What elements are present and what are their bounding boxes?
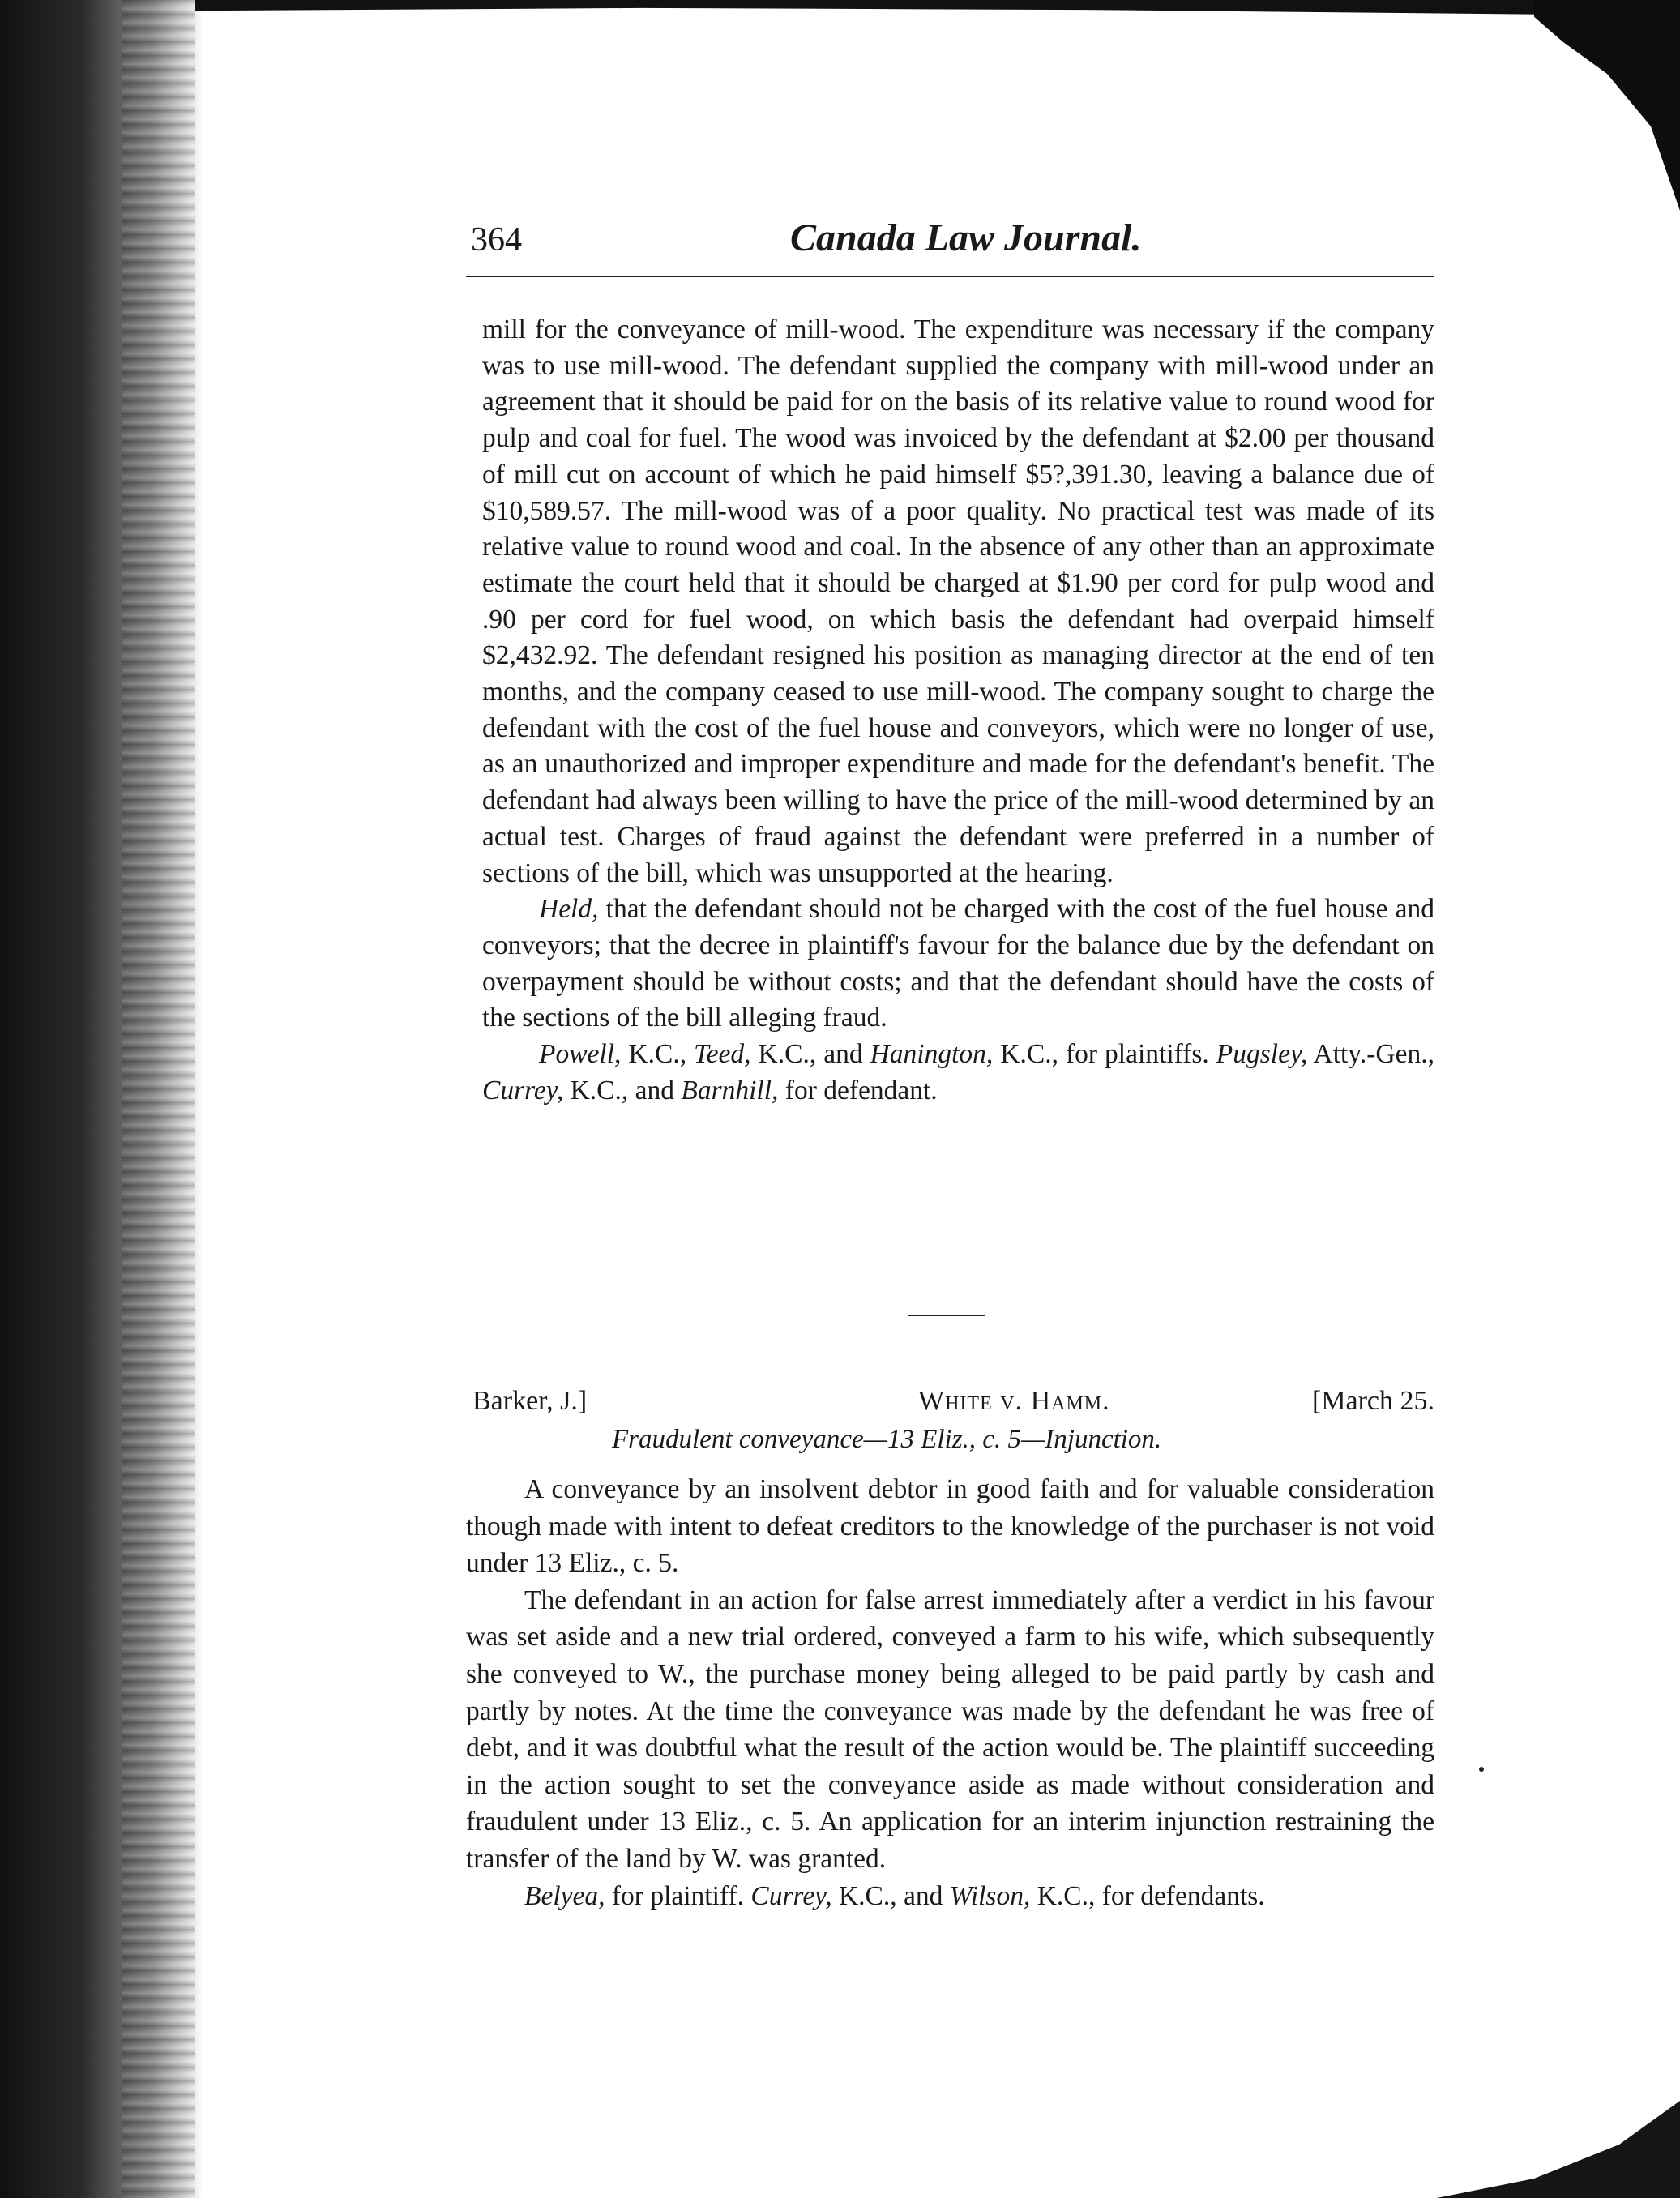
- case2-paragraph-2: The defendant in an action for false arrest immediately after a verdict in his favour was set aside and a new trial ordered, conveyed a farm to his wife, which subsequently she conveyed to W., the purchase money being alleged to be paid partly by cash and partly by notes. At the time the conveyance was made by the defendant he was free of debt, and it was doubtful what the result of the action would be. The plaintiff succeeding in the action sought to set the conveyance aside as made without consideration and fraudulent under 13 Eliz., c. 5. An application for an interim injunction restraining the transfer of the land by W. was granted.: [466, 1584, 1434, 1874]
- held-text: that the defendant should not be charged with the cost of the fuel house and conveyors; that the decree in plaintiff's favour for the balance due by the defendant on overpayment should be without costs; and that the defendant should have the costs of the sections of the bill alleging fraud.: [482, 894, 1434, 1033]
- case-date: [March 25.: [1311, 1386, 1434, 1416]
- running-head: [466, 186, 1434, 267]
- journal-page: [466, 186, 1434, 2164]
- counsel-name: Powell,: [539, 1039, 622, 1070]
- case1-held-paragraph: [482, 892, 1434, 1037]
- counsel-name: Belyea,: [524, 1880, 605, 1911]
- counsel-text: K.C., for plaintiffs.: [993, 1039, 1216, 1070]
- journal-title: Canada Law Journal.: [790, 216, 1142, 259]
- page-number: 364: [471, 221, 522, 259]
- counsel-text: for defendant.: [778, 1075, 938, 1105]
- scan-top-right-corner: [1534, 0, 1680, 211]
- counsel-text: for plaintiff.: [605, 1880, 751, 1911]
- case-subject: Fraudulent conveyance—13 Eliz., c. 5—Injunction.: [612, 1425, 1162, 1454]
- case-judge: Barker, J.]: [472, 1386, 588, 1416]
- case1-body: [482, 312, 1434, 1109]
- case2-header: [472, 1386, 1434, 1426]
- header-rule: [466, 276, 1434, 277]
- scan-top-border: [195, 0, 1680, 18]
- case2-paragraph-1: A conveyance by an insolvent debtor in good faith and for valuable consideration though made with intent to defeat creditors to the knowledge of the purchaser is not void under 13 Eliz., c. 5.: [466, 1474, 1434, 1579]
- counsel-name: Hanington,: [870, 1039, 994, 1070]
- counsel-name: Teed,: [694, 1039, 751, 1070]
- counsel-name: Currey,: [750, 1880, 832, 1911]
- counsel-text: K.C.,: [621, 1039, 695, 1070]
- counsel-text: K.C., and: [750, 1039, 870, 1070]
- case-name: White v. Hamm.: [918, 1386, 1110, 1416]
- counsel-name: Currey,: [482, 1075, 564, 1105]
- counsel-text: K.C., for defendants.: [1030, 1880, 1265, 1911]
- case2-body: [466, 1471, 1434, 1914]
- counsel-name: Barnhill,: [681, 1075, 779, 1105]
- counsel-name: Pugsley,: [1216, 1039, 1308, 1070]
- scan-bottom-right-corner: [1437, 2101, 1680, 2198]
- margin-mark: [1479, 1767, 1484, 1772]
- counsel-text: K.C., and: [831, 1880, 950, 1911]
- held-label: Held,: [539, 894, 599, 925]
- case1-counsel: [482, 1037, 1434, 1109]
- case2-counsel: [466, 1878, 1434, 1915]
- counsel-text: K.C., and: [563, 1075, 682, 1105]
- scan-left-speckle: [122, 0, 195, 2198]
- case1-paragraph: mill for the conveyance of mill-wood. The expenditure was necessary if the company was to use mill-wood. The defendant supplied the company with mill-wood under an agreement that it should be paid for on the basis of its relative value to round wood for pulp and coal for fuel. The wood was invoiced by the defendant at $2.00 per thousand of mill cut on account of which he paid himself $5?,391.30, leaving a balance due of $10,589.57. The mill-wood was of a poor quality. No practical test was made of its relative value to round wood and coal. In the absence of any other than an approximate estimate the court held that it should be charged at $1.90 per cord for pulp wood and .90 per cord for fuel wood, on which basis the defendant had overpaid himself $2,432.92. The defendant resigned his position as managing director at the end of ten months, and the company ceased to use mill-wood. The company sought to charge the defendant with the cost of the fuel house and conveyors, which were no longer of use, as an unauthorized and improper expenditure and made for the defendant's benefit. The defendant had always been willing to have the price of the mill-wood determined by an actual test. Charges of fraud against the defendant were preferred in a number of sections of the bill, which was unsupported at the hearing.: [482, 314, 1434, 888]
- section-separator: [908, 1315, 985, 1316]
- counsel-text: Atty.-Gen.,: [1307, 1039, 1434, 1070]
- counsel-name: Wilson,: [949, 1880, 1031, 1911]
